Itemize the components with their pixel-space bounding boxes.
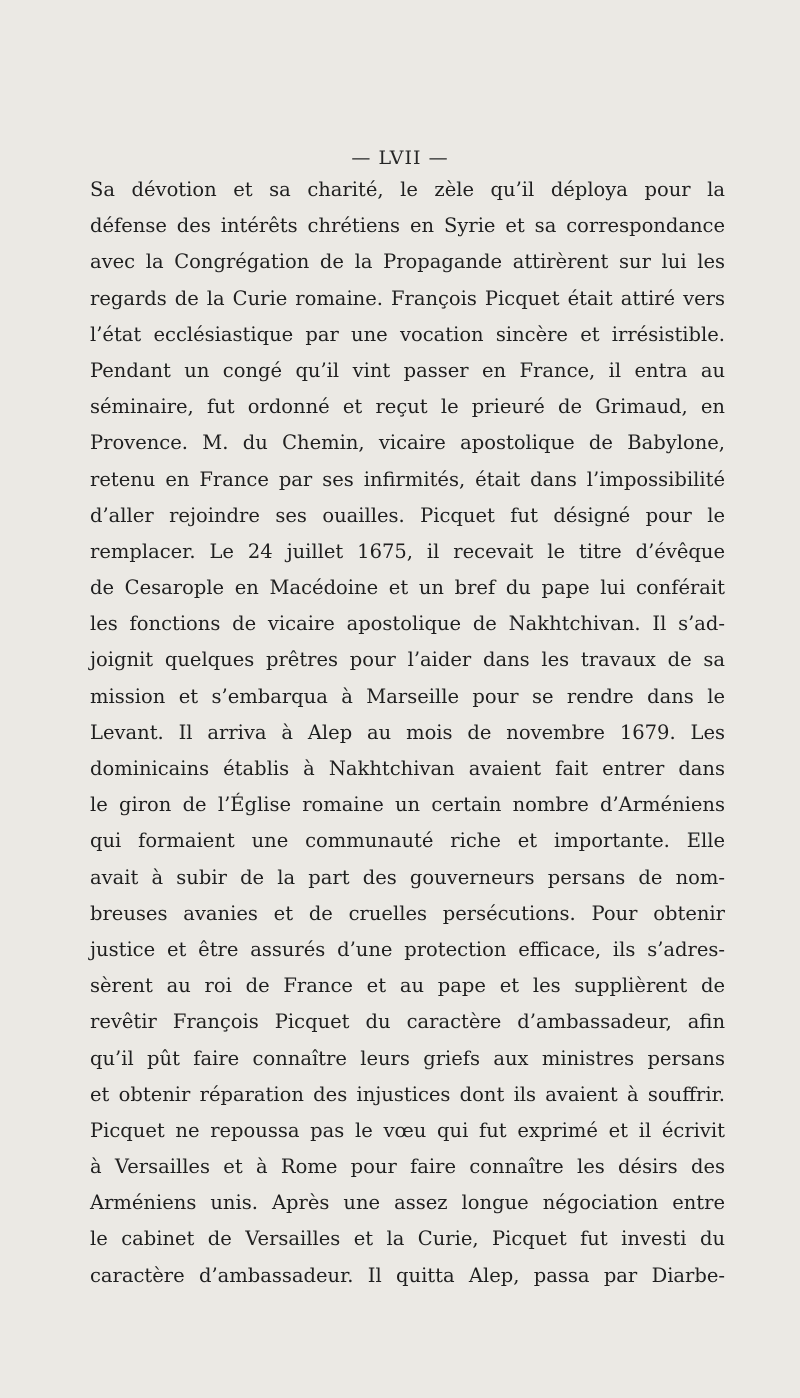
text-line: Pendant un congé qu’il vint passer en France, il entra au [90,358,725,382]
text-line: Sa dévotion et sa charité, le zèle qu’il déploya pour la [90,178,725,201]
text-line: breuses avanies et de cruelles persécutions. Pour obtenir [90,901,725,925]
text-line: revêtir François Picquet du caractère d’ambassadeur, afin [90,1010,725,1034]
text-line: séminaire, fut ordonné et reçut le prieuré de Grimaud, en [90,395,725,419]
text-line: qu’il pût faire connaître leurs griefs aux ministres persans [90,1046,725,1070]
text-line: d’aller rejoindre ses ouailles. Picquet fut désigné pour le [90,503,725,527]
text-line: de Cesarople en Macédoine et un bref du pape lui conférait [90,576,725,600]
text-line: et obtenir réparation des injustices dont ils avaient à souffrir. [90,1082,725,1106]
text-line: caractère d’ambassadeur. Il quitta Alep, passa par Diarbe- [90,1263,725,1287]
text-line: Levant. Il arriva à Alep au mois de novembre 1679. Les [90,720,725,744]
text-line: avait à subir de la part des gouverneurs persans de nom- [90,865,725,889]
text-line: à Versailles et à Rome pour faire connaître les désirs des [90,1155,725,1179]
text-line: l’état ecclésiastique par une vocation sincère et irrésistible. [90,322,725,346]
text-line: Arméniens unis. Après une assez longue négociation entre [90,1191,725,1215]
text-line: mission et s’embarqua à Marseille pour se rendre dans le [90,684,725,708]
text-line: défense des intérêts chrétiens en Syrie et sa correspondance [90,214,725,238]
page-number: — LVII — [351,147,449,169]
text-line: Picquet ne repoussa pas le vœu qui fut exprimé et il écrivit [90,1118,725,1142]
text-line: retenu en France par ses infirmités, était dans l’impossibilité [90,467,725,491]
body-text [90,172,725,1294]
text-line: Provence. M. du Chemin, vicaire apostolique de Babylone, [90,431,725,455]
text-line: les fonctions de vicaire apostolique de Nakhtchivan. Il s’ad- [90,612,725,636]
text-line: sèrent au roi de France et au pape et les supplièrent de [90,974,725,998]
text-line: le cabinet de Versailles et la Curie, Picquet fut investi du [90,1227,725,1251]
text-line: dominicains établis à Nakhtchivan avaient fait entrer dans [90,757,725,780]
text-line: remplacer. Le 24 juillet 1675, il recevait le titre d’évêque [90,539,725,563]
text-line: qui formaient une communauté riche et importante. Elle [90,829,725,853]
text-line: le giron de l’Église romaine un certain nombre d’Arméniens [90,793,725,817]
text-line: avec la Congrégation de la Propagande attirèrent sur lui les [90,250,725,274]
text-line: joignit quelques prêtres pour l’aider dans les travaux de sa [90,648,725,672]
text-line: regards de la Curie romaine. François Picquet était attiré vers [90,286,725,310]
text-line: justice et être assurés d’une protection efficace, ils s’adres- [90,937,725,961]
